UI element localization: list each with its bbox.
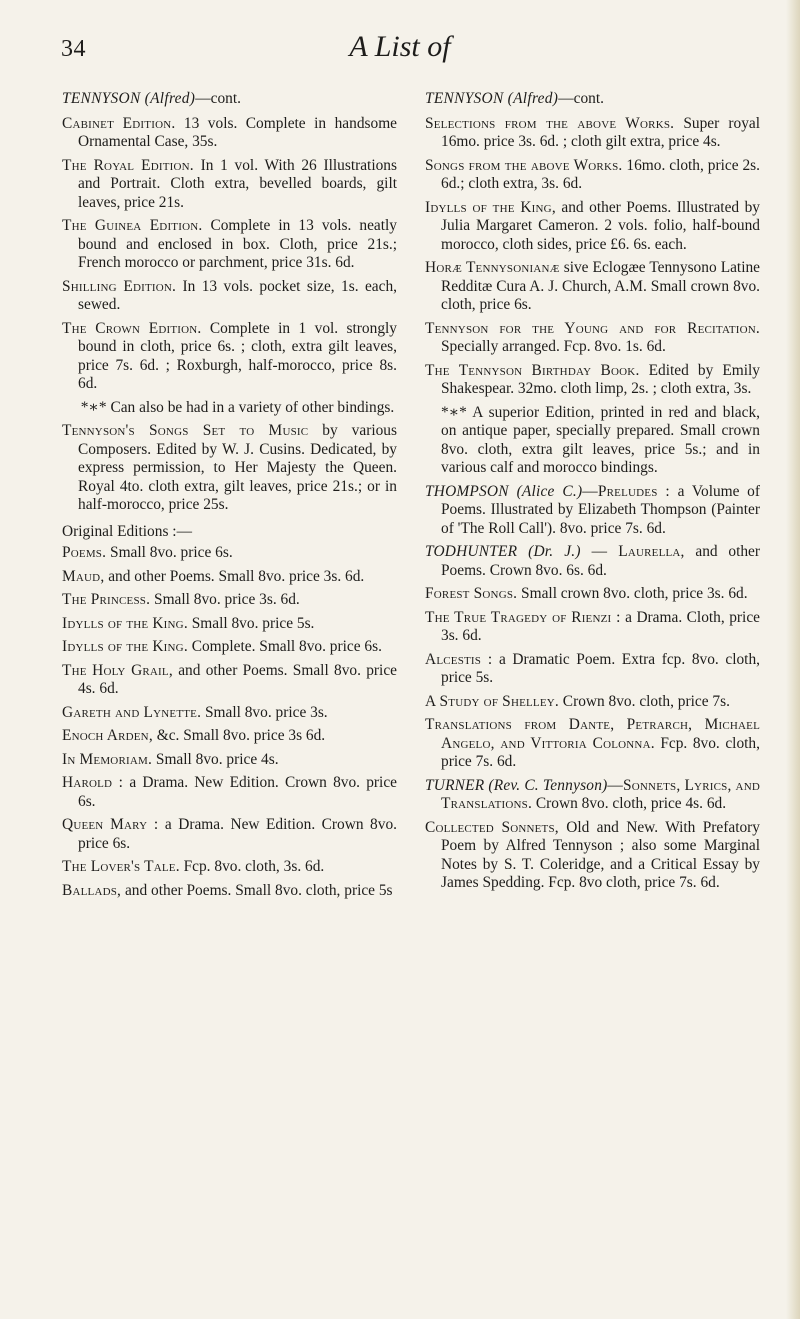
entry-title: Cabinet Edition. bbox=[62, 114, 176, 132]
entry-description: a Drama. New Edition. Crown 8vo. price 6s. bbox=[78, 774, 397, 810]
catalog-entry bbox=[62, 320, 397, 394]
catalog-entry bbox=[62, 662, 397, 699]
catalog-entry bbox=[425, 585, 760, 604]
entry-description: Small 8vo. price 3s. bbox=[201, 703, 328, 721]
entry-description: and other Poems. Small 8vo. cloth, price 5s bbox=[121, 881, 393, 899]
entry-title: Maud, bbox=[62, 567, 105, 585]
catalog-entry bbox=[62, 704, 397, 723]
entry-description: Edited by Emily Shakespear. 32mo. cloth limp, 2s. ; cloth extra, 3s. bbox=[441, 361, 760, 397]
entry-title: The Tennyson Birthday Book. bbox=[425, 361, 640, 379]
left-column bbox=[62, 90, 397, 905]
entry-title: The Guinea Edition. bbox=[62, 217, 203, 234]
entry-description: Fcp. 8vo. cloth, price 7s. 6d. bbox=[441, 734, 760, 770]
cont-label: —cont. bbox=[195, 90, 241, 107]
superior-edition-note bbox=[425, 404, 760, 478]
entry-description: Crown 8vo. cloth, price 4s. 6d. bbox=[532, 795, 727, 812]
page-number: 34 bbox=[61, 36, 86, 62]
note-text: Can also be had in a variety of other bindings. bbox=[106, 398, 395, 416]
entry-title: Queen Mary : bbox=[62, 816, 159, 833]
entry-title: Collected Sonnets, bbox=[425, 818, 559, 836]
entry-description: Small 8vo. price 3s. 6d. bbox=[150, 591, 300, 608]
entry-title: Harold : bbox=[62, 774, 124, 791]
entry-title: The True Tragedy of Rienzi : bbox=[425, 608, 621, 626]
entry-description: and other Poems. Illustrated by Julia Margaret Cameron. 2 vols. folio, half-bound morocco, cloth sides, price £6. 6s. each. bbox=[441, 198, 761, 253]
catalog-entry bbox=[62, 157, 397, 213]
catalog-entry bbox=[62, 615, 397, 634]
entry-list bbox=[62, 422, 397, 515]
catalog-entry bbox=[425, 259, 760, 315]
entry-title: Idylls of the King. bbox=[62, 614, 188, 632]
entry-title: Gareth and Lynette. bbox=[62, 703, 202, 721]
entry-description: a Drama. Cloth, price 3s. 6d. bbox=[441, 608, 760, 644]
catalog-entry bbox=[62, 858, 397, 877]
entry-title: Forest Songs. bbox=[425, 585, 518, 602]
entry-title: Songs from the above Works. bbox=[425, 156, 623, 174]
entry-title: The Lover's Tale. bbox=[62, 858, 180, 875]
catalog-entry bbox=[62, 591, 397, 610]
entry-title: The Holy Grail, bbox=[62, 661, 173, 679]
catalog-entry bbox=[62, 568, 397, 587]
author-heading bbox=[425, 90, 760, 109]
catalog-entry bbox=[425, 777, 760, 814]
entry-description: and other Poems. Small 8vo. price 4s. 6d. bbox=[78, 661, 397, 697]
entry-description: Complete in 1 vol. strongly bound in cloth, price 6s. ; cloth, extra gilt leaves, price 7s. 6d. ; Roxburgh, half-morocco, price 8s. 6d. bbox=[78, 319, 397, 392]
catalog-entry bbox=[425, 199, 760, 255]
catalog-entry bbox=[425, 362, 760, 399]
catalog-entry bbox=[425, 543, 760, 580]
entry-description: Fcp. 8vo. cloth, 3s. 6d. bbox=[179, 858, 325, 875]
entry-description: &c. Small 8vo. price 3s 6d. bbox=[152, 727, 326, 744]
entry-list bbox=[62, 544, 397, 900]
entry-description: Specially arranged. Fcp. 8vo. 1s. 6d. bbox=[441, 338, 666, 355]
entry-description: a Volume of Poems. Illustrated by Elizabeth Thompson (Painter of 'The Roll Call'). 8vo. price 7s. 6d. bbox=[441, 482, 761, 537]
entry-title: Tennyson for the Young and for Recitation. bbox=[425, 319, 760, 337]
catalog-entry bbox=[425, 320, 760, 357]
entry-description: Small 8vo. price 6s. bbox=[106, 544, 233, 561]
entry-title: A Study of Shelley. bbox=[425, 692, 559, 710]
catalog-entry bbox=[62, 544, 397, 563]
asterism: *∗* bbox=[441, 403, 467, 421]
entry-author: TURNER (Rev. C. Tennyson) bbox=[425, 776, 608, 794]
catalog-entry bbox=[425, 819, 760, 893]
entry-title: —Sonnets, Lyrics, and Translations. bbox=[441, 776, 760, 812]
asterism: *∗* bbox=[80, 398, 107, 416]
catalog-entry bbox=[62, 727, 397, 746]
entry-title: Shilling Edition. bbox=[62, 277, 177, 295]
entry-description: 13 vols. Complete in handsome Ornamental Case, 35s. bbox=[78, 114, 398, 150]
entry-title: Horæ Tennysonianæ bbox=[425, 259, 560, 276]
entry-title: Poems. bbox=[62, 544, 107, 561]
entry-description: 16mo. cloth, price 2s. 6d.; cloth extra, 3s. 6d. bbox=[441, 156, 760, 192]
page-edge bbox=[786, 0, 800, 1319]
entry-description: Complete. Small 8vo. price 6s. bbox=[187, 638, 382, 655]
entry-description: Small crown 8vo. cloth, price 3s. 6d. bbox=[517, 585, 748, 602]
entry-list bbox=[425, 115, 760, 399]
cont-label: —cont. bbox=[558, 90, 604, 107]
entry-title: The Crown Edition. bbox=[62, 319, 202, 337]
entry-author: TODHUNTER (Dr. J.) bbox=[425, 543, 581, 560]
entry-description: Super royal 16mo. price 3s. 6d. ; cloth gilt extra, price 4s. bbox=[441, 114, 760, 150]
entry-title: Ballads, bbox=[62, 881, 122, 899]
entry-description: In 1 vol. With 26 Illustrations and Portrait. Cloth extra, bevelled boards, gilt leaves, price 21s. bbox=[78, 156, 397, 211]
catalog-entry bbox=[425, 609, 760, 646]
catalog-entry bbox=[62, 278, 397, 315]
entry-description: a Drama. New Edition. Crown 8vo. price 6s. bbox=[78, 816, 397, 852]
entry-title: — Laurella, bbox=[580, 543, 685, 560]
entry-description: sive Eclogæe Tennysono Latine Redditæ Cura A. J. Church, A.M. Small crown 8vo. cloth, price 6s. bbox=[441, 259, 761, 313]
entry-description: Small 8vo. price 4s. bbox=[152, 750, 279, 768]
author-name: TENNYSON (Alfred) bbox=[62, 90, 196, 107]
catalog-entry bbox=[62, 638, 397, 657]
entry-description: Old and New. With Prefatory Poem by Alfred Tennyson ; also some Marginal Notes by S. T. Coleridge, and a Critical Essay by James Spedding. Fcp. 8vo cloth, price 7s. 6d. bbox=[441, 818, 760, 891]
entry-description: a Dramatic Poem. Extra fcp. 8vo. cloth, price 5s. bbox=[441, 650, 760, 686]
author-heading bbox=[62, 90, 397, 109]
author-name: TENNYSON (Alfred) bbox=[425, 90, 559, 107]
entry-author: THOMPSON (Alice C.) bbox=[425, 482, 583, 500]
entry-description: and other Poems. Crown 8vo. 6s. 6d. bbox=[441, 543, 760, 579]
catalog-entry bbox=[62, 115, 397, 152]
catalog-entry bbox=[425, 483, 760, 539]
entry-description: In 13 vols. pocket size, 1s. each, sewed. bbox=[78, 277, 397, 313]
entry-title: The Royal Edition. bbox=[62, 156, 194, 174]
entry-description: by various Composers. Edited by W. J. Cusins. Dedicated, by express permission, to Her Majesty the Queen. Royal 4to. cloth extra, gilt leaves, price 21s.; or in half-morocco, price 25s. bbox=[78, 422, 397, 513]
right-column bbox=[425, 90, 760, 898]
entry-list bbox=[425, 483, 760, 893]
entry-description: Small 8vo. price 5s. bbox=[187, 614, 315, 632]
entry-list bbox=[62, 115, 397, 394]
entry-description: and other Poems. Small 8vo. price 3s. 6d. bbox=[104, 567, 365, 585]
entry-title: Tennyson's Songs Set to Music bbox=[62, 422, 309, 439]
entry-title: Selections from the above Works. bbox=[425, 114, 675, 132]
catalog-entry bbox=[425, 716, 760, 772]
entry-title: In Memoriam. bbox=[62, 750, 153, 768]
original-editions-label: Original Editions :— bbox=[62, 522, 192, 540]
entry-description: Crown 8vo. cloth, price 7s. bbox=[558, 692, 730, 710]
catalog-entry bbox=[62, 217, 397, 273]
entry-title: Idylls of the King, bbox=[425, 198, 556, 216]
catalog-entry bbox=[425, 115, 760, 152]
note-text: A superior Edition, printed in red and black, on antique paper, specially prepared. Small crown 8vo. cloth, extra gilt leaves, price 5s.; and in various calf and morocco bindings. bbox=[441, 403, 760, 476]
catalog-entry bbox=[62, 774, 397, 811]
entry-title: Idylls of the King. bbox=[62, 638, 188, 655]
entry-title: —Preludes : bbox=[582, 482, 670, 500]
catalog-entry bbox=[62, 751, 397, 770]
catalog-entry bbox=[62, 422, 397, 515]
entry-title: Enoch Arden, bbox=[62, 727, 153, 744]
catalog-entry bbox=[425, 693, 760, 712]
entry-title: The Princess. bbox=[62, 591, 151, 608]
running-head: A List of bbox=[349, 30, 451, 63]
binding-note bbox=[62, 399, 397, 418]
catalog-entry bbox=[425, 651, 760, 688]
catalog-entry bbox=[62, 882, 397, 901]
entry-description: Complete in 13 vols. neatly bound and enclosed in box. Cloth, price 21s.; French morocco or parchment, price 31s. 6d. bbox=[78, 217, 397, 271]
entry-title: Translations from Dante, Petrarch, Michael Angelo, and Vittoria Colonna. bbox=[425, 716, 760, 752]
catalog-entry bbox=[425, 157, 760, 194]
entry-title: Alcestis : bbox=[425, 650, 493, 668]
catalog-entry bbox=[62, 816, 397, 853]
